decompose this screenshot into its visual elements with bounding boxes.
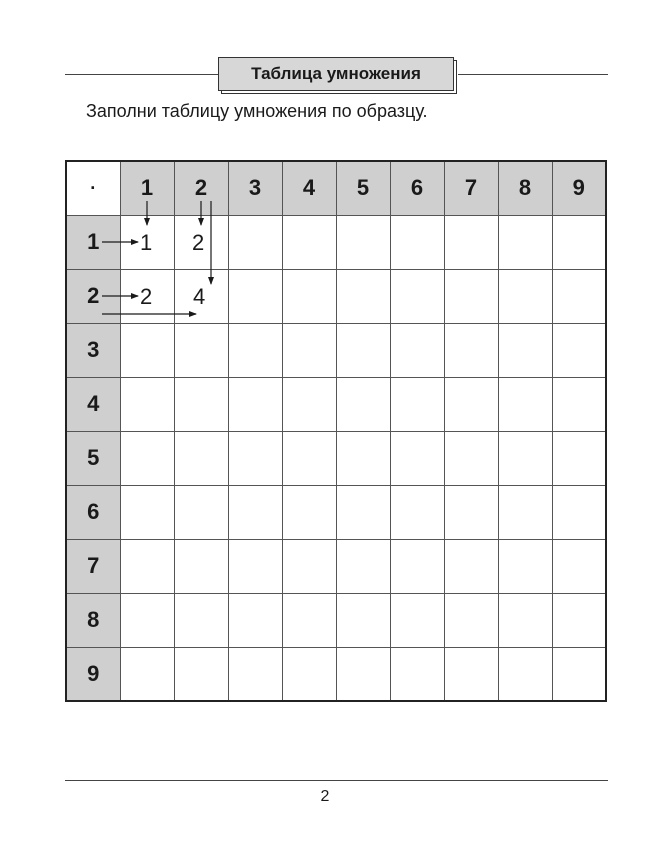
answer-cell-r2c1[interactable] [120, 269, 174, 323]
answer-cell-r9c9[interactable] [552, 647, 606, 701]
answer-cell-r2c3[interactable] [228, 269, 282, 323]
instruction-text: Заполни таблицу умножения по образцу. [86, 101, 428, 121]
answer-cell-r1c5[interactable] [336, 215, 390, 269]
answer-cell-r4c3[interactable] [228, 377, 282, 431]
answer-cell-r7c4[interactable] [282, 539, 336, 593]
answer-cell-r3c6[interactable] [390, 323, 444, 377]
table-row [66, 431, 606, 485]
table-header-row [66, 161, 606, 215]
row-header-1: 1 [66, 215, 120, 269]
page-number: 2 [320, 788, 330, 805]
answer-cell-r1c2[interactable] [174, 215, 228, 269]
footer-rule [65, 780, 608, 781]
answer-cell-r3c3[interactable] [228, 323, 282, 377]
answer-cell-r9c5[interactable] [336, 647, 390, 701]
answer-cell-r5c1[interactable] [120, 431, 174, 485]
answer-cell-r9c8[interactable] [498, 647, 552, 701]
table-corner-symbol: · [66, 161, 120, 215]
row-header-8: 8 [66, 593, 120, 647]
answer-cell-r6c1[interactable] [120, 485, 174, 539]
column-header-7: 7 [444, 161, 498, 215]
row-header-2: 2 [66, 269, 120, 323]
answer-cell-r1c6[interactable] [390, 215, 444, 269]
table-row [66, 269, 606, 323]
table-row [66, 215, 606, 269]
answer-cell-r4c2[interactable] [174, 377, 228, 431]
column-header-9: 9 [552, 161, 606, 215]
sample-value-r2c1: 2 [140, 284, 153, 309]
answer-cell-r8c1[interactable] [120, 593, 174, 647]
answer-cell-r5c4[interactable] [282, 431, 336, 485]
answer-cell-r4c7[interactable] [444, 377, 498, 431]
answer-cell-r6c2[interactable] [174, 485, 228, 539]
answer-cell-r8c7[interactable] [444, 593, 498, 647]
table-row [66, 539, 606, 593]
answer-cell-r4c5[interactable] [336, 377, 390, 431]
sample-value-r1c2: 2 [192, 230, 205, 255]
answer-cell-r5c9[interactable] [552, 431, 606, 485]
answer-cell-r4c1[interactable] [120, 377, 174, 431]
answer-cell-r8c2[interactable] [174, 593, 228, 647]
answer-cell-r9c4[interactable] [282, 647, 336, 701]
answer-cell-r4c4[interactable] [282, 377, 336, 431]
answer-cell-r6c7[interactable] [444, 485, 498, 539]
answer-cell-r4c8[interactable] [498, 377, 552, 431]
answer-cell-r5c8[interactable] [498, 431, 552, 485]
answer-cell-r2c7[interactable] [444, 269, 498, 323]
answer-cell-r4c9[interactable] [552, 377, 606, 431]
multiplication-table [65, 160, 607, 702]
answer-cell-r9c6[interactable] [390, 647, 444, 701]
row-header-6: 6 [66, 485, 120, 539]
answer-cell-r9c1[interactable] [120, 647, 174, 701]
answer-cell-r9c3[interactable] [228, 647, 282, 701]
table-row [66, 323, 606, 377]
answer-cell-r2c6[interactable] [390, 269, 444, 323]
answer-cell-r6c4[interactable] [282, 485, 336, 539]
answer-cell-r7c2[interactable] [174, 539, 228, 593]
answer-cell-r9c7[interactable] [444, 647, 498, 701]
answer-cell-r6c3[interactable] [228, 485, 282, 539]
answer-cell-r3c1[interactable] [120, 323, 174, 377]
answer-cell-r5c2[interactable] [174, 431, 228, 485]
answer-cell-r7c7[interactable] [444, 539, 498, 593]
answer-cell-r3c5[interactable] [336, 323, 390, 377]
column-header-5: 5 [336, 161, 390, 215]
answer-cell-r3c7[interactable] [444, 323, 498, 377]
sample-value-r2c2: 4 [193, 284, 206, 309]
header-rule-right [458, 74, 608, 75]
answer-cell-r1c3[interactable] [228, 215, 282, 269]
sample-value-r1c1: 1 [140, 230, 153, 255]
answer-cell-r5c5[interactable] [336, 431, 390, 485]
answer-cell-r8c4[interactable] [282, 593, 336, 647]
header-rule-left [65, 74, 218, 75]
column-header-2: 2 [174, 161, 228, 215]
answer-cell-r6c8[interactable] [498, 485, 552, 539]
answer-cell-r5c7[interactable] [444, 431, 498, 485]
answer-cell-r8c8[interactable] [498, 593, 552, 647]
page-title-text: Таблица умножения [251, 64, 421, 83]
answer-cell-r1c1[interactable] [120, 215, 174, 269]
row-header-5: 5 [66, 431, 120, 485]
column-header-6: 6 [390, 161, 444, 215]
answer-cell-r1c8[interactable] [498, 215, 552, 269]
answer-cell-r5c6[interactable] [390, 431, 444, 485]
answer-cell-r2c8[interactable] [498, 269, 552, 323]
column-header-1: 1 [120, 161, 174, 215]
answer-cell-r8c6[interactable] [390, 593, 444, 647]
answer-cell-r8c3[interactable] [228, 593, 282, 647]
page-title [218, 57, 454, 91]
answer-cell-r6c9[interactable] [552, 485, 606, 539]
row-header-9: 9 [66, 647, 120, 701]
answer-cell-r3c8[interactable] [498, 323, 552, 377]
answer-cell-r3c2[interactable] [174, 323, 228, 377]
answer-cell-r6c5[interactable] [336, 485, 390, 539]
answer-cell-r8c9[interactable] [552, 593, 606, 647]
table-row [66, 377, 606, 431]
answer-cell-r8c5[interactable] [336, 593, 390, 647]
column-header-3: 3 [228, 161, 282, 215]
answer-cell-r7c9[interactable] [552, 539, 606, 593]
answer-cell-r1c9[interactable] [552, 215, 606, 269]
row-header-3: 3 [66, 323, 120, 377]
answer-cell-r2c2[interactable] [174, 269, 228, 323]
row-header-4: 4 [66, 377, 120, 431]
answer-cell-r9c2[interactable] [174, 647, 228, 701]
answer-cell-r7c3[interactable] [228, 539, 282, 593]
answer-cell-r7c8[interactable] [498, 539, 552, 593]
answer-cell-r3c4[interactable] [282, 323, 336, 377]
answer-cell-r6c6[interactable] [390, 485, 444, 539]
row-header-7: 7 [66, 539, 120, 593]
column-header-4: 4 [282, 161, 336, 215]
answer-cell-r7c5[interactable] [336, 539, 390, 593]
answer-cell-r5c3[interactable] [228, 431, 282, 485]
answer-cell-r1c4[interactable] [282, 215, 336, 269]
answer-cell-r3c9[interactable] [552, 323, 606, 377]
column-header-8: 8 [498, 161, 552, 215]
answer-cell-r4c6[interactable] [390, 377, 444, 431]
answer-cell-r7c1[interactable] [120, 539, 174, 593]
table-row [66, 593, 606, 647]
answer-cell-r2c9[interactable] [552, 269, 606, 323]
answer-cell-r1c7[interactable] [444, 215, 498, 269]
table-row [66, 647, 606, 701]
table-row [66, 485, 606, 539]
answer-cell-r2c5[interactable] [336, 269, 390, 323]
answer-cell-r2c4[interactable] [282, 269, 336, 323]
answer-cell-r7c6[interactable] [390, 539, 444, 593]
